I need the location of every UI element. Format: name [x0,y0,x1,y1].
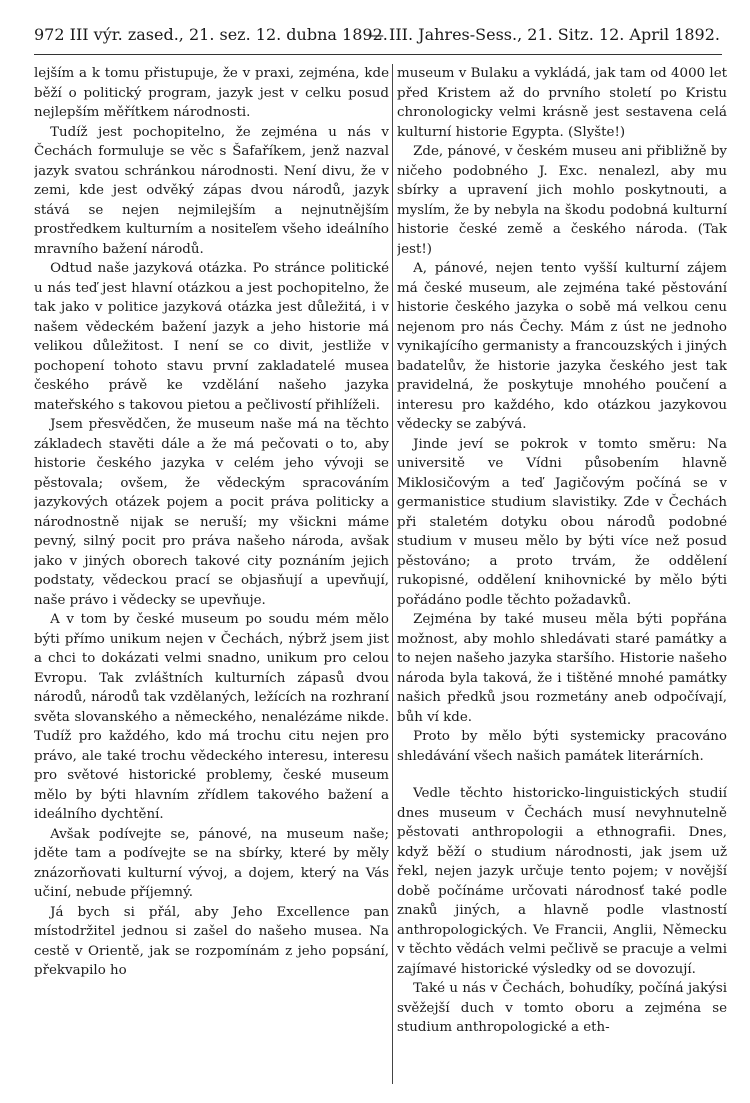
paragraph: Zde, pánové, v českém museu ani přibližně by ničeho podobného J. Exc. nenalezl, aby mu sbírky a upravení jich mohlo poskytnouti, a myslím, že by nebyla na škodu podobná kulturní historie české země a českého národa. (Tak jest!) [397,144,727,257]
paragraph: Já bych si přál, aby Jeho Excellence pan místodržitel jednou si zašel do našeho musea. Na cestě v Orientě, jak se rozpomínám z jeho popsání, překvapilo ho [34,904,389,978]
right-column [397,64,727,1100]
paragraph: Vedle těchto historicko-linguistických studií dnes museum v Čechách musí nevyhnutelně pěstovati anthropologii a ethnografii. Dnes, když běží o studium národnosti, jak jsem už řekl, nejen jazyk určuje tento pojem; v novější době počínáme určovati národnosť také podle znaků jiných, a hlavně podle vlastností anthropologických. Ve Francii, Anglii, Německu v těchto vědách velmi pečlivě se pracuje a velmi zajímavé historické výsledky od se dovozují. [397,786,727,977]
paragraph: museum v Bulaku a vykládá, jak tam od 4000 let před Kristem až do prvního stoletı́ po Kristu chronologicky velmi krásně jest sestavena celá kulturní historie Egypta. (Slyšte!) [397,66,727,140]
paragraph: Jinde jeví se pokrok v tomto směru: Na universitě ve Vídni působením hlavně Miklosičovým a teď Jagičovým počíná se v germanistice studium slavistiky. Zde v Čechách při staletém dotyku obou národů podobné studium v museu mělo by býti více než posud pěstováno; a proto trvám, že oddělení rukopisné, oddělení knihovnické by mělo býti pořádáno podle těchto požadavků. [397,436,727,608]
paragraph: Odtud naše jazyková otázka. Po stránce politické u nás teď jest hlavní otázkou a jest pochopitelno, že tak jako v politice jazyková otázka jest důležitá, i v našem vědeckém bažení jazyk a jeho historie má velikou důležitost. I není se co divit, jestliže v pochopení tohoto stavu první zakladatelé musea českého právě ke vzdělání našeho jazyka mateřského s takovou pietou a pečlivostí přihlíželi. [34,261,389,413]
paragraph: Také u nás v Čechách, bohudíky, počíná jakýsi svěžejší duch v tomto oboru a zejména se studium anthropologické a eth- [397,981,727,1035]
paragraph: Tudíž jest pochopitelno, že zejména u nás v Čechách formuluje se věc s Šafaříkem, jenž nazval jazyk svatou schránkou národnosti. Není divu, že v zemi, kde jest odvěký zápas dvou národů, jazyk stává se nejen nejmilejším a nejnutnějším prostředkem kulturním a nositeľem všeho ideálního mravního bažení národů. [34,124,389,257]
paragraph: Jsem přesvědčen, že museum naše má na těchto základech stavěti dále a že má pečovati o to, aby historie českého jazyka v celém jeho vývoji se pěstovala; ovšem, že vědeckým spracováním jazykových otázek pojem a pocit práva politicky a národnostně nijak se neruší; my všickni máme pevný, silný pocit pro práva našeho národa, avšak jako v jiných oborech takové city poznáním jejich podstaty, vědeckou prací se objasňují a upevňují, naše právo i vědecky se upevňuje. [34,417,389,608]
header-czech: 972 III výr. zased., 21. sez. 12. dubna 1892. [34,25,388,44]
header-rule [34,54,722,55]
paragraph: Proto by mělo býti systemicky pracováno shledávání všech našich památek literárních. [397,729,727,764]
paragraph: A, pánové, nejen tento vyšší kulturní zájem má české museum, ale zejména také pěstování historie českého jazyka o sobě má velkou cenu nejenom pro nás Čechy. Mám z úst ne jednoho vynikajícího germanisty a francouzských i jiných badatelův, že historie jazyka českého jest tak pravidelná, že poskytuje mnohého poučení a interesu pro každého, kdo otázkou jazykovou vědecky se zabývá. [397,261,727,432]
paragraph: lejším a k tomu přistupuje, že v praxi, zejména, kde běží o politický program, jazyk jest v celku posud nejlepším měřítkem národnosti. [34,66,389,120]
header-german: — III. Jahres-Sess., 21. Sitz. 12. April 1892. [367,25,720,44]
paragraph: Avšak podívejte se, pánové, na museum naše; jděte tam a podívejte se na sbírky, které by měly znázorňovati kulturní vývoj, a dojem, který na Vás učiní, nebude příjemný. [34,826,389,900]
left-column [34,64,389,1100]
paragraph: Zejména by také museu měla býti popřána možnost, aby mohlo shledávati staré památky a to nejen našeho jazyka staršího. Historie našeho národa byla taková, že i tištěné mnohé památky našich předků jsou rozmetány aneb odpočívají, bůh ví kde. [397,612,727,725]
paragraph: A v tom by české museum po soudu mém mělo býti přímo unikum nejen v Čechách, nýbrž jsem jist a chci to dokázati velmi snadno, unikum pro celou Evropu. Tak zvláštních kulturních zápasů dvou národů, národů tak vzdělaných, ležících na rozhraní světa slovanského a německého, nenalézáme nikde. Tudíž pro každého, kdo má trochu citu nejen pro právo, ale také trochu vědeckého interesu, interesu pro světové historické problemy, české museum mělo by býti hlavním zřídlem takového bažení a ideálního dychtění. [34,612,389,822]
page-header [34,18,720,52]
column-divider [392,64,393,1084]
